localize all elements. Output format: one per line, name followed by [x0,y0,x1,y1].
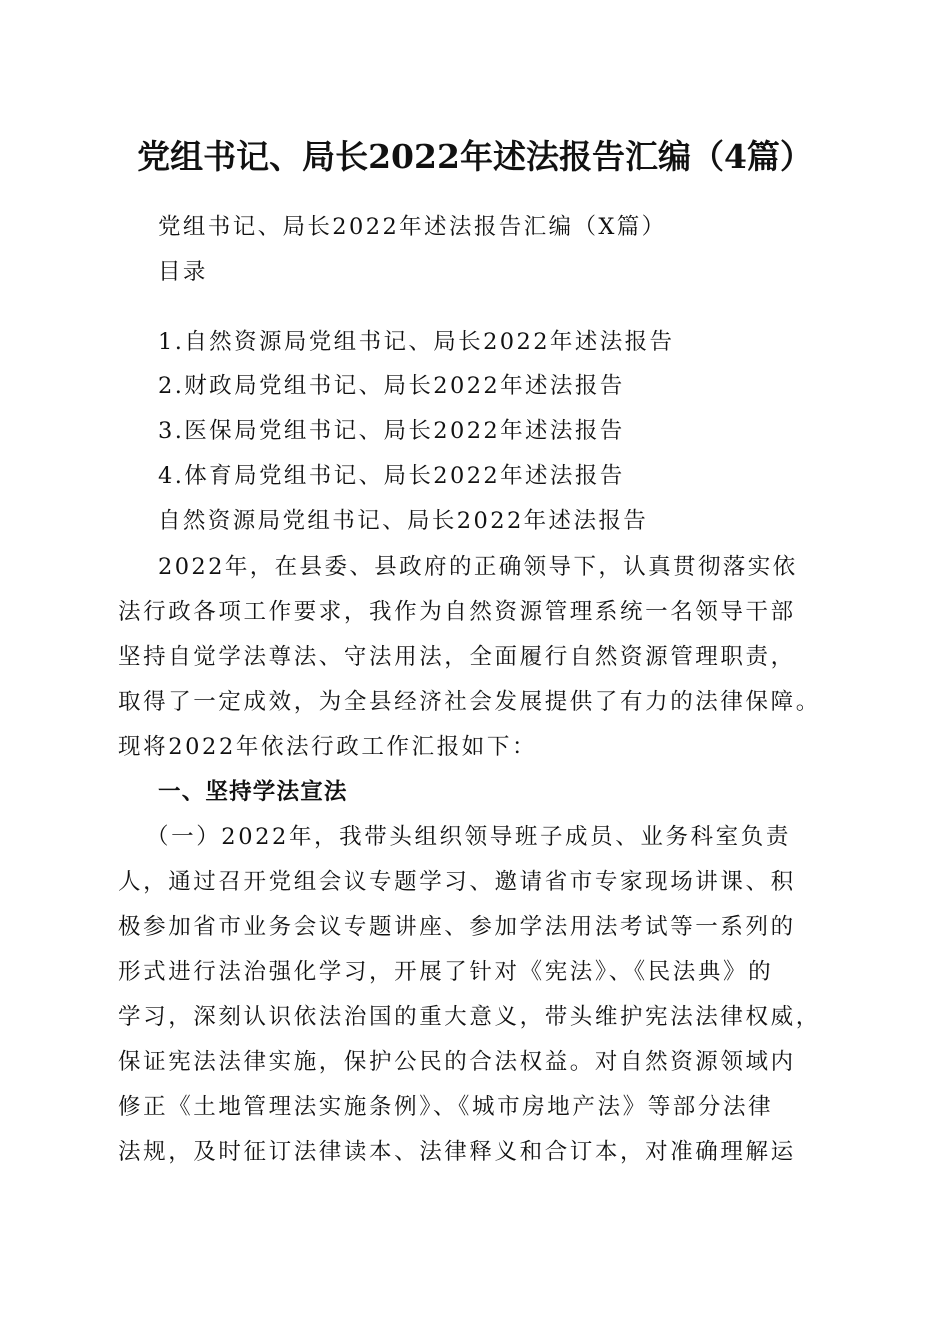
toc-item: 3.医保局党组书记、局长2022年述法报告 [158,418,625,444]
paragraph-line: 取得了一定成效，为全县经济社会发展提供了有力的法律保障。 [118,689,821,715]
document-title: 党组书记、局长2022年述法报告汇编（4篇） [137,137,813,176]
toc-item: 4.体育局党组书记、局长2022年述法报告 [158,463,625,489]
paragraph-line: 极参加省市业务会议专题讲座、参加学法用法考试等一系列的 [118,914,796,940]
paragraph-line: 形式进行法治强化学习，开展了针对《宪法》、《民法典》的 [118,959,774,985]
paragraph-line: 学习，深刻认识依法治国的重大意义，带头维护宪法法律权威， [118,1004,821,1030]
paragraph-line: 坚持自觉学法尊法、守法用法，全面履行自然资源管理职责， [118,644,796,670]
toc-label: 目录 [158,259,208,285]
paragraph-line: 人，通过召开党组会议专题学习、邀请省市专家现场讲课、积 [118,869,796,895]
paragraph-line: 修正《土地管理法实施条例》、《城市房地产法》等部分法律 [118,1094,774,1120]
paragraph-line: 法规，及时征订法律读本、法律释义和合订本，对准确理解运 [118,1139,796,1165]
paragraph-line: 法行政各项工作要求，我作为自然资源管理系统一名领导干部 [118,599,796,625]
paragraph-line: 2022年，在县委、县政府的正确领导下，认真贯彻落实依 [158,554,798,580]
paragraph-line: 现将2022年依法行政工作汇报如下： [118,734,538,760]
section-heading: 一、坚持学法宣法 [158,779,348,805]
paragraph-line: 保证宪法法律实施，保护公民的合法权益。对自然资源领域内 [118,1049,796,1075]
paragraph-line: （一）2022年，我带头组织领导班子成员、业务科室负责 [146,824,791,850]
section-title: 自然资源局党组书记、局长2022年述法报告 [158,508,649,534]
toc-item: 1.自然资源局党组书记、局长2022年述法报告 [158,329,675,355]
document-subtitle: 党组书记、局长2022年述法报告汇编（X篇） [158,214,667,240]
toc-item: 2.财政局党组书记、局长2022年述法报告 [158,373,625,399]
